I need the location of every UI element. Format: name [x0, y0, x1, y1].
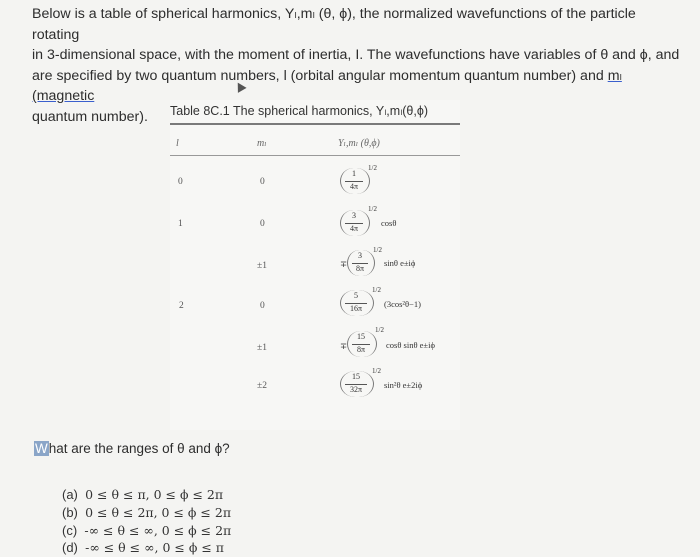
spherical-harmonics-table: Table 8C.1 The spherical harmonics, Yₗ,mₗ(θ,ϕ) l mₗ Yₗ,mₗ (θ,ϕ) 0 1 2 0 0 ±1 0 ±1 ±2 1 4π 1/2 3 4π 1/2 cosθ ∓ 3 8π 1/2 sinθ e±iϕ 5 16π 1/2 (3cos²θ−1) ∓ 15 8π 1/2 cosθ sinθ e±iϕ 15 32π 1/2 sin²θ e±2iϕ	[170, 100, 460, 430]
intro-line-3b: (magnetic	[32, 88, 95, 104]
option-text: -∞ ≤ θ ≤ ∞, 0 ≤ ϕ ≤ 2π	[84, 522, 232, 538]
table-caption: Table 8C.1 The spherical harmonics, Yₗ,mₗ(θ,ϕ)	[170, 104, 429, 118]
col-header-l: l	[176, 138, 179, 149]
l-value: 1	[178, 219, 183, 229]
option-label: (a)	[62, 487, 78, 502]
ml-value: ±1	[257, 343, 267, 353]
option-a[interactable]	[62, 486, 231, 504]
ml-value: 0	[260, 301, 265, 311]
question-body: hat are the ranges of θ and ϕ?	[48, 441, 230, 456]
ml-value: ±1	[257, 261, 267, 271]
intro-line-3a: are specified by two quantum numbers, l (orbital angular momentum quantum number) and	[32, 67, 608, 84]
option-c[interactable]	[62, 522, 231, 540]
ml-link: mₗ	[607, 67, 622, 84]
answer-options	[62, 486, 231, 557]
intro-line-2: in 3-dimensional space, with the moment of inertia, I. The wavefunctions have variables of θ and ϕ, and	[32, 47, 680, 63]
col-header-ylm: Yₗ,mₗ (θ,ϕ)	[338, 138, 380, 149]
question-text	[34, 441, 230, 456]
option-label: (c)	[62, 522, 78, 538]
table-top-rule	[170, 123, 460, 125]
ml-value: 0	[260, 177, 265, 187]
col-header-ml: mₗ	[257, 138, 267, 149]
option-text: -∞ ≤ θ ≤ ∞, 0 ≤ ϕ ≤ π	[85, 540, 225, 556]
option-label: (b)	[62, 504, 78, 520]
question-highlight: W	[35, 441, 48, 456]
ml-value: 0	[260, 219, 265, 229]
l-value: 0	[178, 177, 183, 187]
intro-line-1: Below is a table of spherical harmonics, Yₗ,mₗ (θ, ϕ), the normalized wavefunctions of the particle rotating	[32, 6, 636, 43]
option-text: 0 ≤ θ ≤ π, 0 ≤ ϕ ≤ 2π	[85, 487, 224, 502]
table-header-rule	[170, 155, 460, 156]
option-b[interactable]	[62, 504, 231, 522]
intro-line-4: quantum number).	[32, 108, 148, 125]
ml-value: ±2	[257, 381, 267, 391]
l-value: 2	[179, 301, 184, 311]
option-text: 0 ≤ θ ≤ 2π, 0 ≤ ϕ ≤ 2π	[85, 504, 232, 520]
option-d[interactable]	[62, 539, 231, 557]
option-label: (d)	[62, 540, 78, 556]
